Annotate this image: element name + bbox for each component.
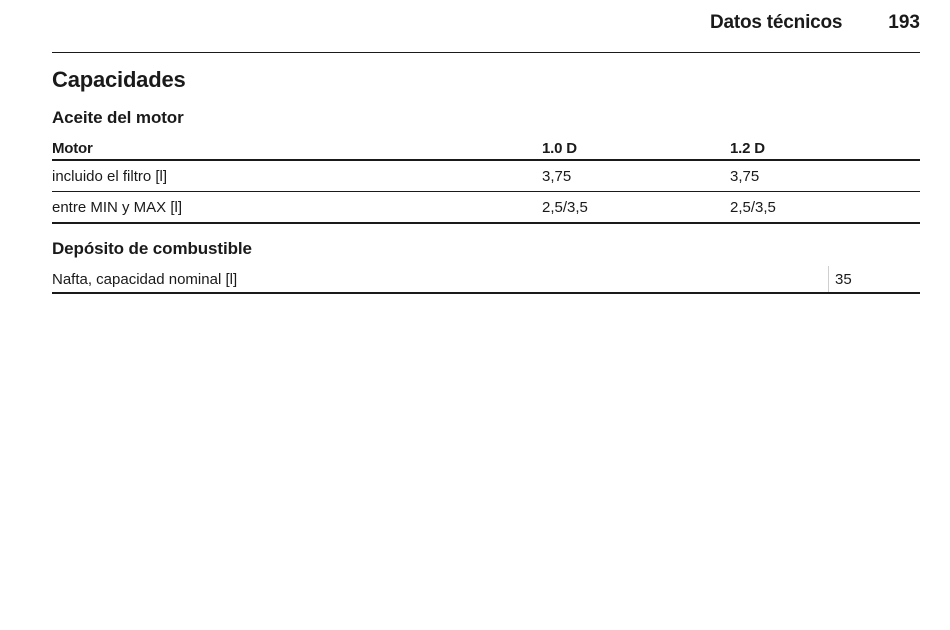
engine-oil-table — [52, 137, 920, 224]
row-label: incluido el filtro [l] — [52, 160, 542, 192]
fuel-tank-table — [52, 266, 920, 294]
engine-oil-heading: Aceite del motor — [52, 108, 184, 127]
column-header-engine-a: 1.0 D — [542, 137, 730, 160]
header-section-name: Datos técnicos — [709, 12, 843, 33]
row-value: 2,5/3,5 — [730, 192, 920, 224]
header-divider — [52, 52, 920, 53]
page-title: Capacidades — [52, 67, 186, 92]
header-page-number: 193 — [888, 12, 920, 33]
table-row — [52, 266, 920, 293]
fuel-tank-heading: Depósito de combustible — [52, 239, 252, 258]
row-value: 3,75 — [542, 160, 730, 192]
column-header-engine-b: 1.2 D — [730, 137, 920, 160]
row-label: entre MIN y MAX [l] — [52, 192, 542, 224]
row-value: 2,5/3,5 — [542, 192, 730, 224]
column-header-motor: Motor — [52, 137, 542, 160]
row-label: Nafta, capacidad nominal [l] — [52, 266, 829, 293]
table-row — [52, 192, 920, 224]
row-value: 35 — [829, 266, 921, 293]
row-value: 3,75 — [730, 160, 920, 192]
page-header — [710, 12, 920, 36]
table-header-row — [52, 137, 920, 160]
table-row — [52, 160, 920, 192]
